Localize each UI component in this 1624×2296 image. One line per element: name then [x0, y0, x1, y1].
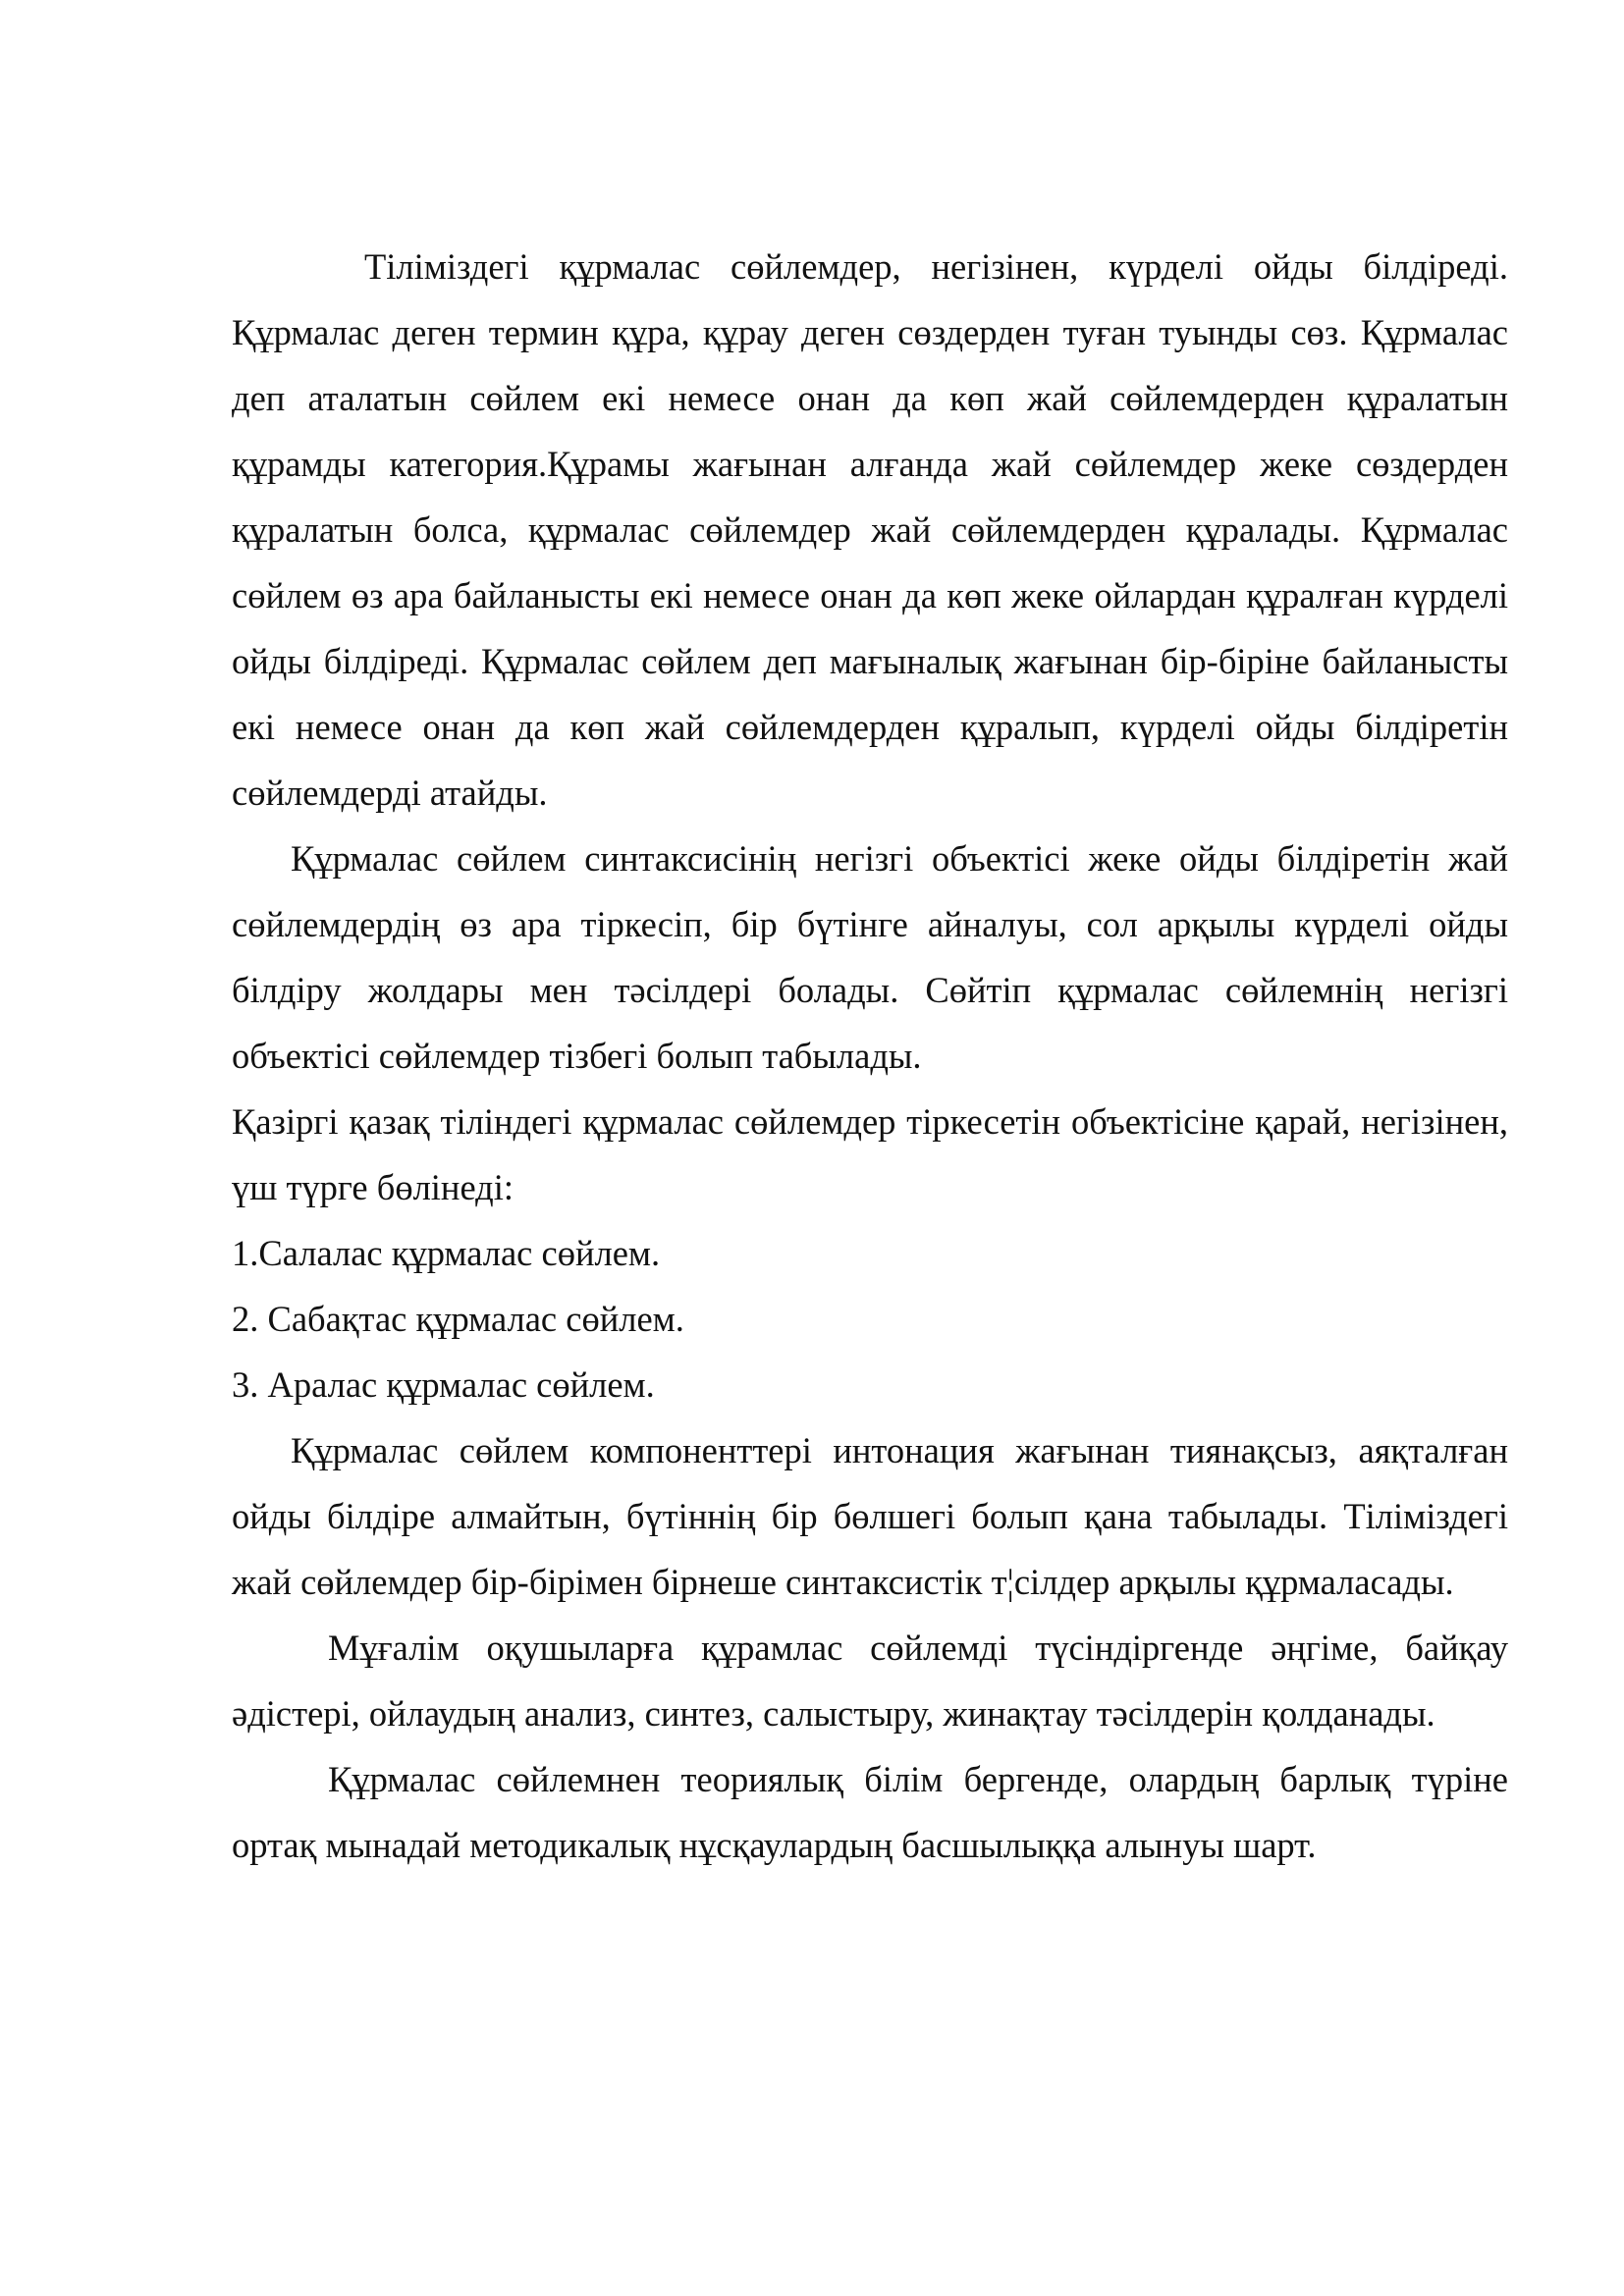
- paragraph-theory-guidelines: Құрмалас сөйлемнен теориялық білім бергенде, олардың барлық түріне ортақ мынадай методикалық нұсқаулардың басшылыққа алынуы шарт.: [232, 1759, 1508, 1865]
- paragraph-types-intro: Қазіргі қазақ тіліндегі құрмалас сөйлемдер тіркесетін объектісіне қарай, негізінен, үш түрге бөлінеді:: [232, 1101, 1508, 1207]
- list-item-mixed: 3. Аралас құрмалас сөйлем.: [232, 1364, 655, 1405]
- document-body: [232, 234, 1508, 1878]
- paragraph-intro: Тіліміздегі құрмалас сөйлемдер, негізінен, күрделі ойды білдіреді. Құрмалас деген термин құра, құрау деген сөздерден туған туынды сөз. Құрмалас деп аталатын сөйлем екі немесе онан да көп жай сөйлемдерден құралатын құрамды категория.Құрамы жағынан алғанда жай сөйлемдер жеке сөздерден құралатын болса, құрмалас сөйлемдер жай сөйлемдерден құралады. Құрмалас сөйлем өз ара байланысты екі немесе онан да көп жеке ойлардан құралған күрделі ойды білдіреді. Құрмалас сөйлем деп мағыналық жағынан бір-біріне байланысты екі немесе онан да көп жай сөйлемдерден құралып, күрделі ойды білдіретін сөйлемдерді атайды.: [232, 246, 1508, 813]
- paragraph-components: Құрмалас сөйлем компоненттері интонация жағынан тиянақсыз, аяқталған ойды білдіре алмайтын, бүтіннің бір бөлшегі болып қана табылады. Тіліміздегі жай сөйлемдер бір-бірімен бірнеше синтаксистік т¦сілдер арқылы құрмаласады.: [232, 1430, 1508, 1602]
- list-item-compound: 1.Салалас құрмалас сөйлем.: [232, 1233, 661, 1273]
- paragraph-teacher-methods: Мұғалім оқушыларға құрамлас сөйлемді түсіндіргенде әңгіме, байқау әдістері, ойлаудың анализ, синтез, салыстыру, жинақтау тәсілдерін қолданады.: [232, 1628, 1508, 1734]
- paragraph-syntax-object: Құрмалас сөйлем синтаксисінің негізгі объектісі жеке ойды білдіретін жай сөйлемдердің өз ара тіркесіп, бір бүтінге айналуы, сол арқылы күрделі ойды білдіру жолдары мен тәсілдері болады. Сөйтіп құрмалас сөйлемнің негізгі объектісі сөйлемдер тізбегі болып табылады.: [232, 838, 1508, 1076]
- list-item-complex: 2. Сабақтас құрмалас сөйлем.: [232, 1299, 684, 1339]
